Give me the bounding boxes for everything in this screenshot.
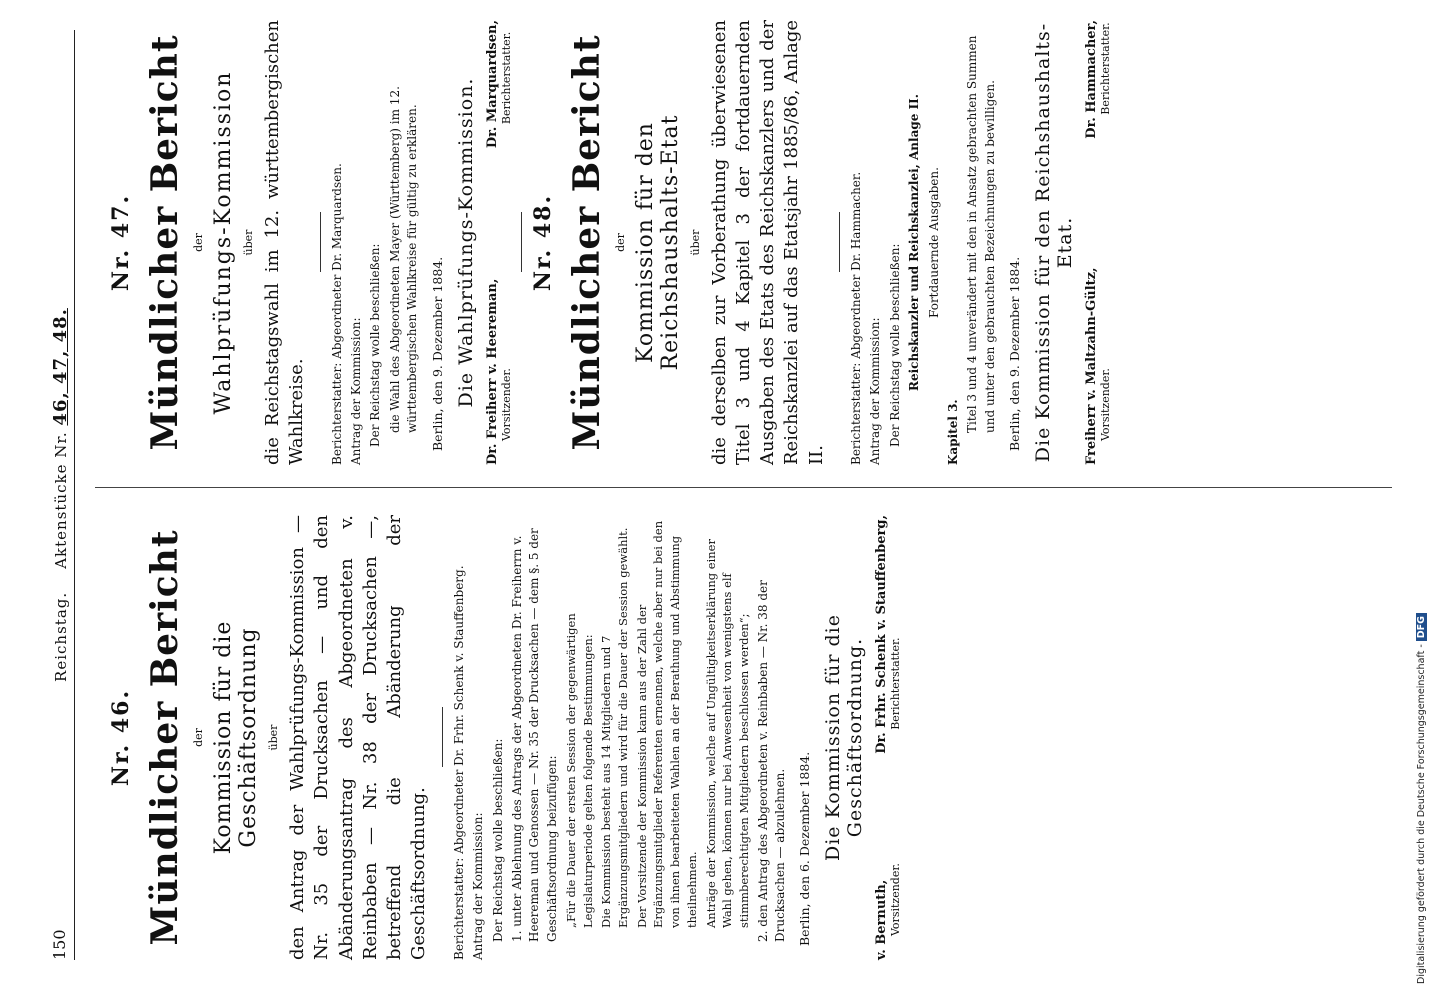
doc-47-sig-left-role: Vorsitzender. bbox=[499, 368, 513, 441]
doc-47-ueber: über bbox=[242, 229, 255, 256]
doc-48-signatures bbox=[1084, 20, 1112, 465]
doc-47-sig-left-name: Dr. Freiherr v. Heereman, bbox=[484, 278, 500, 465]
doc-46-signature-left bbox=[874, 863, 902, 960]
doc-46-kommission: Die Kommission für die Geschäftsordnung. bbox=[822, 614, 867, 861]
doc-47-signature-left bbox=[485, 279, 513, 465]
doc-46-sig-left-role: Vorsitzender. bbox=[889, 863, 903, 936]
doc-47-kommission: Die Wahlprüfungs-Kommission. bbox=[454, 77, 477, 408]
page-header bbox=[50, 30, 76, 960]
doc-46-rule bbox=[442, 708, 443, 768]
doc-47-body bbox=[329, 20, 422, 465]
header-title-prefix: Aktenstücke Nr. bbox=[52, 431, 70, 569]
doc-47-wolle: Der Reichstag wolle beschließen: bbox=[368, 243, 383, 447]
doc-48-kapitel: Kapitel 3. bbox=[945, 399, 960, 465]
doc-46-item-1: 1. unter Ablehnung des Antrags der Abgeordneten Dr. Freiherrn v. Heereman und Genossen — Nr. 35 der Drucksachen — dem §. 5 der Geschäftsordnung beizufügen: bbox=[509, 528, 559, 942]
doc-46-title: Mündlicher Bericht bbox=[144, 529, 186, 946]
doc-48-wolle: Der Reichstag wolle beschließen: bbox=[887, 243, 902, 447]
doc-46-wolle: Der Reichstag wolle beschließen: bbox=[490, 738, 505, 942]
header-title bbox=[50, 30, 71, 960]
doc-46 bbox=[100, 515, 902, 960]
doc-48-text: Titel 3 und 4 unverändert mit den in Ansatz gebrachten Summen und unter den gebrauchten Bezeichnungen zu bewilligen. bbox=[965, 35, 997, 433]
doc-46-antrag: Antrag der Kommission: bbox=[471, 812, 486, 960]
doc-48-number: Nr. 48. bbox=[529, 193, 556, 292]
doc-48-title: Mündlicher Bericht bbox=[565, 34, 608, 451]
digitization-text: Digitalisierung gefördert durch die Deutsche Forschungsgemeinschaft - bbox=[1416, 644, 1427, 984]
doc-46-signatures bbox=[874, 515, 902, 960]
doc-48-sig-left-role: Vorsitzender. bbox=[1099, 368, 1113, 441]
doc-46-der: der bbox=[192, 728, 205, 747]
column-divider bbox=[95, 487, 1392, 488]
header-title-numbers: 46, 47, 48. bbox=[50, 308, 71, 426]
doc-48-der: der bbox=[613, 233, 627, 252]
doc-48-sig-right-role: Berichterstatter. bbox=[1099, 22, 1113, 115]
doc-46-reporter: Berichterstatter: Abgeordneter Dr. Frhr. Schenk v. Stauffenberg. bbox=[451, 565, 466, 960]
header-left-text: Reichstag. bbox=[52, 591, 70, 682]
doc-48-body bbox=[848, 20, 999, 465]
doc-47-antrag: Antrag der Kommission: bbox=[348, 317, 363, 465]
doc-48 bbox=[530, 20, 1113, 465]
doc-46-committee: Kommission für die Geschäftsordnung bbox=[211, 620, 261, 855]
header-rule bbox=[74, 30, 75, 960]
doc-46-subject: den Antrag der Wahlprüfungs-Kommission — Nr. 35 der Drucksachen — und den Abänderungsantrag des Abgeordneten v. Reinbaben — Nr. 38 der Drucksachen —, betreffend die Abänderung der Geschäftsordnung. bbox=[287, 515, 430, 960]
doc-48-subsection: Fortdauernde Ausgaben. bbox=[926, 167, 941, 318]
doc-47-committee: Wahlprüfungs-Kommission bbox=[211, 70, 236, 415]
doc-46-date: Berlin, den 6. Dezember 1884. bbox=[797, 751, 813, 946]
doc-48-kommission: Die Kommission für den Reichshaushalts-Etat. bbox=[1032, 22, 1077, 463]
doc-46-item-2: 2. den Antrag des Abgeordneten v. Reinbaben — Nr. 38 der Drucksachen — abzulehnen. bbox=[755, 580, 787, 942]
right-column bbox=[100, 20, 1112, 465]
doc-46-sig-right-name: Dr. Frhr. Schenk v. Stauffenberg, bbox=[874, 515, 890, 754]
doc-46-quote-4: Anträge der Kommission, welche auf Ungültigkeitserklärung einer Wahl gehen, können nur bei Anwesenheit von wenigstens elf stimmberechtigten Mitgliedern beschlossen werden“; bbox=[703, 539, 751, 928]
doc-47-rule bbox=[320, 213, 321, 273]
doc-46-sig-left-name: v. Bernuth, bbox=[874, 879, 890, 960]
doc-48-date: Berlin, den 9. Dezember 1884. bbox=[1007, 256, 1023, 451]
doc-48-ueber: über bbox=[688, 229, 702, 256]
doc-47-end-rule bbox=[521, 213, 522, 273]
doc-47-title: Mündlicher Bericht bbox=[144, 34, 186, 451]
doc-46-quote-3: Der Vorsitzende der Kommission kann aus der Zahl der Ergänzungsmitglieder Referenten ernennen, welche aber nur bei den von ihnen bearbeiteten Wahlen an der Berathung und Abstimmung theilnehmen. bbox=[634, 520, 699, 928]
doc-47-number: Nr. 47. bbox=[108, 193, 134, 292]
digitization-text-wrap bbox=[1416, 14, 1430, 984]
doc-48-signature-right bbox=[1084, 20, 1112, 139]
doc-48-signature-left bbox=[1084, 267, 1112, 465]
doc-47-signatures bbox=[485, 20, 513, 465]
doc-48-sig-left-name: Freiherr v. Maltzahn-Gültz, bbox=[1084, 267, 1100, 465]
doc-46-sig-right-role: Berichterstatter. bbox=[889, 637, 903, 730]
doc-46-signature-right bbox=[874, 515, 902, 754]
doc-46-quote-1: „Für die Dauer der ersten Session der gegenwärtigen Legislaturperiode gelten folgende Bestimmungen: bbox=[564, 613, 595, 928]
doc-48-section: Reichskanzler und Reichskanzlei, Anlage II. bbox=[907, 94, 922, 391]
doc-48-reporter: Berichterstatter: Abgeordneter Dr. Hammacher. bbox=[849, 171, 864, 465]
dfg-logo: DFG bbox=[1416, 613, 1427, 641]
doc-47-date: Berlin, den 9. Dezember 1884. bbox=[429, 256, 445, 451]
doc-47 bbox=[108, 20, 522, 465]
doc-48-subject: die derselben zur Vorberathung überwiesenen Titel 3 und 4 Kapitel 3 der fortdauernden Ausgaben des Etats des Reichskanzlers und der Reichskanzlei auf das Etatsjahr 1885/86, Anlage II. bbox=[708, 20, 827, 465]
doc-47-text: die Wahl des Abgeordneten Mayer (Württemberg) im 12. württembergischen Wahlkreise für gültig zu erklären. bbox=[387, 86, 420, 433]
doc-47-subject: die Reichstagswahl im 12. württembergischen Wahlkreise. bbox=[262, 20, 308, 465]
doc-46-quote-2: Die Kommission besteht aus 14 Mitgliedern und 7 Ergänzungsmitgliedern und wird für die Dauer der Session gewählt. bbox=[599, 527, 631, 928]
doc-46-number: Nr. 46. bbox=[108, 688, 134, 787]
doc-48-sig-right-name: Dr. Hammacher, bbox=[1084, 20, 1100, 139]
doc-48-committee: Kommission für den Reichshaushalts-Etat bbox=[632, 114, 683, 371]
doc-46-ueber: über bbox=[267, 724, 280, 751]
doc-47-reporter: Berichterstatter: Abgeordneter Dr. Marquardsen. bbox=[329, 163, 344, 465]
page-number: 150 bbox=[50, 929, 69, 960]
doc-47-der: der bbox=[192, 233, 205, 252]
doc-47-sig-right-name: Dr. Marquardsen, bbox=[484, 20, 500, 149]
doc-48-antrag: Antrag der Kommission: bbox=[868, 317, 883, 465]
doc-48-rule bbox=[839, 213, 840, 273]
doc-46-body bbox=[451, 515, 790, 960]
digitization-note bbox=[1416, 14, 1430, 984]
doc-47-signature-right bbox=[485, 20, 513, 148]
doc-47-sig-right-role: Berichterstatter. bbox=[499, 31, 513, 125]
